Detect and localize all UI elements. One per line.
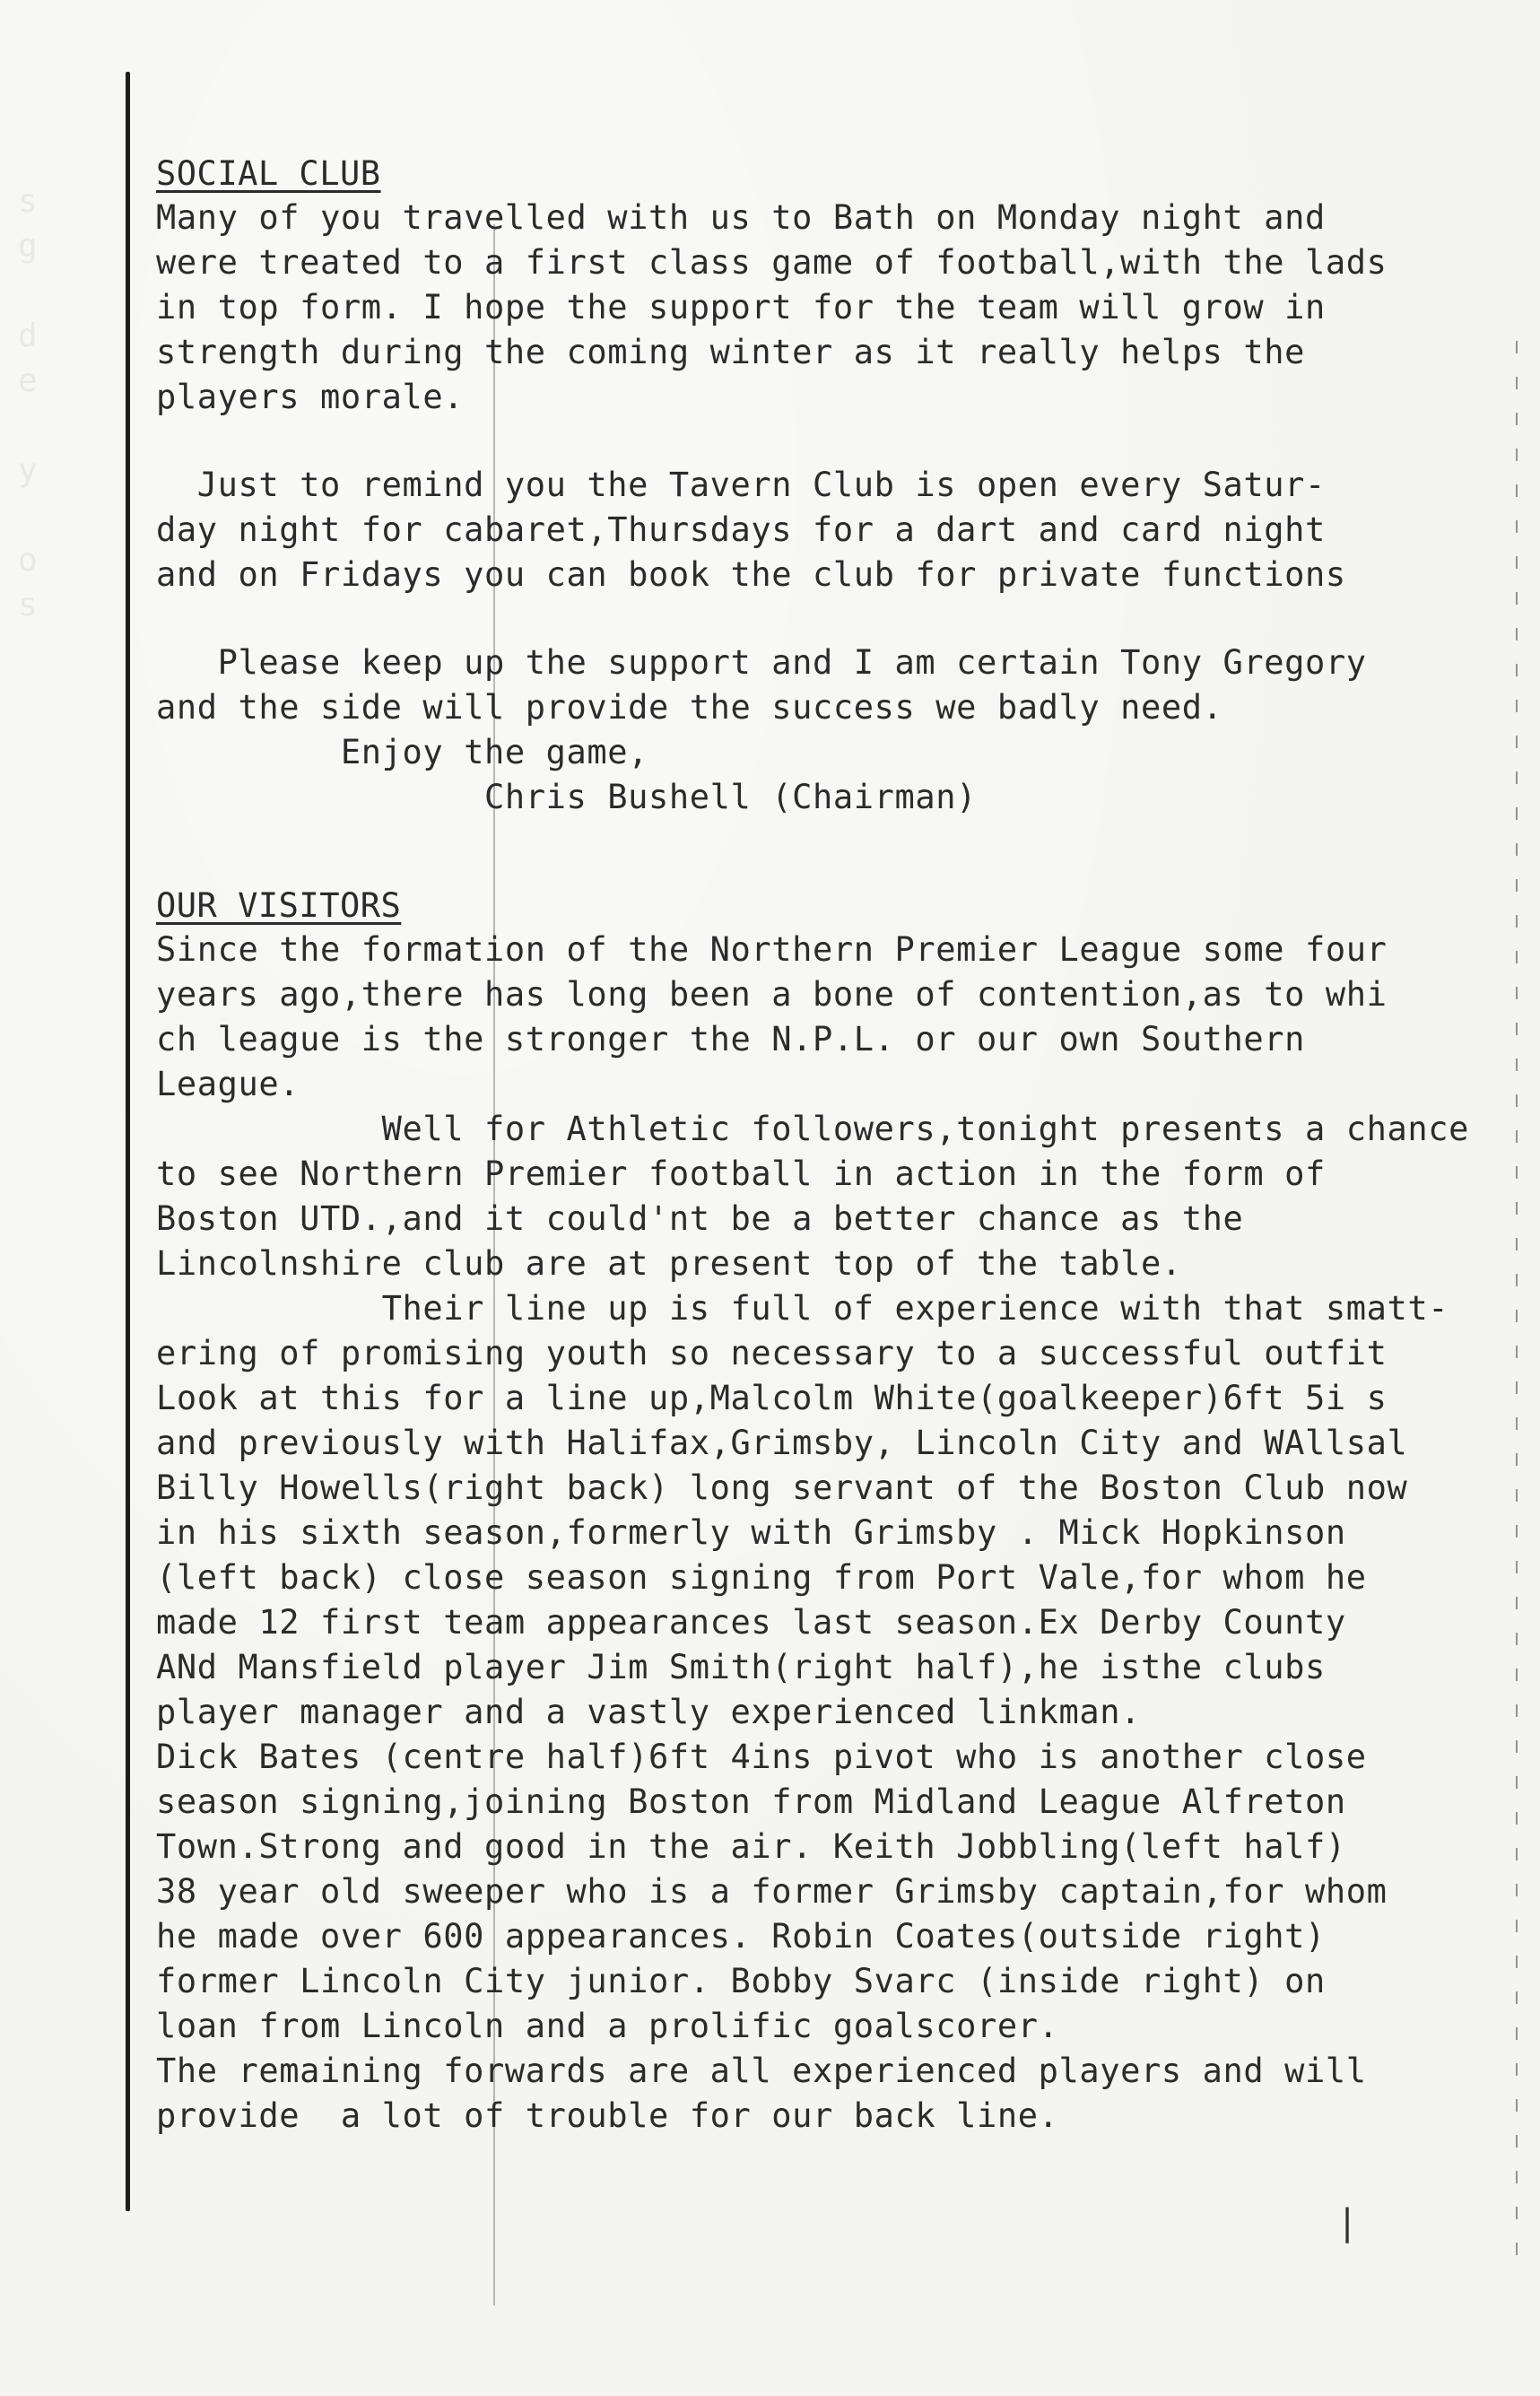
signoff: Enjoy the game, [156,733,649,771]
text-line: and the side will provide the success we badly need. [156,688,1223,727]
text-line: Many of you travelled with us to Bath on Monday night and [156,198,1326,237]
text-line: Dick Bates (centre half)6ft 4ins pivot who is another close [156,1738,1367,1776]
text-line: loan from Lincoln and a prolific goalscorer. [156,2007,1059,2045]
text-line: Their line up is full of experience with that smatt- [156,1289,1449,1328]
text-line: day night for cabaret,Thursdays for a dart and card night [156,510,1326,549]
text-line: player manager and a vastly experienced linkman. [156,1693,1142,1731]
text-line: Well for Athletic followers,tonight presents a chance [156,1110,1470,1148]
text-line: and previously with Halifax,Grimsby, Lincoln City and WAllsal [156,1424,1408,1462]
text-line: he made over 600 appearances. Robin Coates(outside right) [156,1917,1326,1956]
stray-marks: | [1336,2202,1359,2244]
text-line: years ago,there has long been a bone of contention,as to whi [156,975,1388,1014]
text-line: Since the formation of the Northern Premier League some four [156,930,1388,969]
text-line: provide a lot of trouble for our back line. [156,2096,1059,2135]
text-line: Look at this for a line up,Malcolm White(goalkeeper)6ft 5i s [156,1379,1388,1417]
text-line: ANd Mansfield player Jim Smith(right half),he isthe clubs [156,1648,1326,1686]
text-line: 38 year old sweeper who is a former Grimsby captain,for whom [156,1872,1388,1911]
text-line: Billy Howells(right back) long servant of the Boston Club now [156,1468,1408,1507]
text-line: in his sixth season,formerly with Grimsby . Mick Hopkinson [156,1513,1346,1552]
margin-rule [126,72,130,2211]
paragraph [156,463,1519,597]
paragraph [156,928,1519,2139]
text-line: ch league is the stronger the N.P.L. or our own Southern [156,1020,1306,1059]
text-line: season signing,joining Boston from Midland League Alfreton [156,1782,1346,1821]
text-line: League. [156,1065,300,1103]
paragraph [156,640,1519,820]
section-heading: SOCIAL CLUB [156,154,381,193]
paragraph [156,196,1519,420]
bleed-through-text: s g d e y o s [18,183,38,623]
text-line: Just to remind you the Tavern Club is open every Satur- [156,466,1326,504]
text-line: Town.Strong and good in the air. Keith Jobbling(left half) [156,1827,1346,1866]
text-line: strength during the coming winter as it really helps the [156,333,1306,371]
text-line: Please keep up the support and I am certain Tony Gregory [156,643,1367,682]
signature: Chris Bushell (Chairman) [156,778,978,816]
text-line: in top form. I hope the support for the team will grow in [156,288,1326,327]
our-visitors-section [156,884,1519,2139]
text-line: players morale. [156,378,465,416]
text-line: and on Fridays you can book the club for private functions [156,555,1346,594]
text-line: (left back) close season signing from Port Vale,for whom he [156,1558,1367,1597]
text-line: made 12 first team appearances last season.Ex Derby County [156,1603,1346,1642]
text-line: former Lincoln City junior. Bobby Svarc (inside right) on [156,1962,1326,2000]
text-line: to see Northern Premier football in action in the form of [156,1154,1326,1193]
text-line: were treated to a first class game of football,with the lads [156,243,1388,282]
section-heading: OUR VISITORS [156,886,402,925]
text-line: The remaining forwards are all experienced players and will [156,2052,1367,2090]
document-body [156,152,1519,2139]
text-line: Boston UTD.,and it could'nt be a better chance as the [156,1199,1244,1238]
social-club-section [156,152,1519,820]
text-line: ering of promising youth so necessary to a successful outfit [156,1334,1388,1372]
text-line: Lincolnshire club are at present top of the table. [156,1244,1182,1283]
